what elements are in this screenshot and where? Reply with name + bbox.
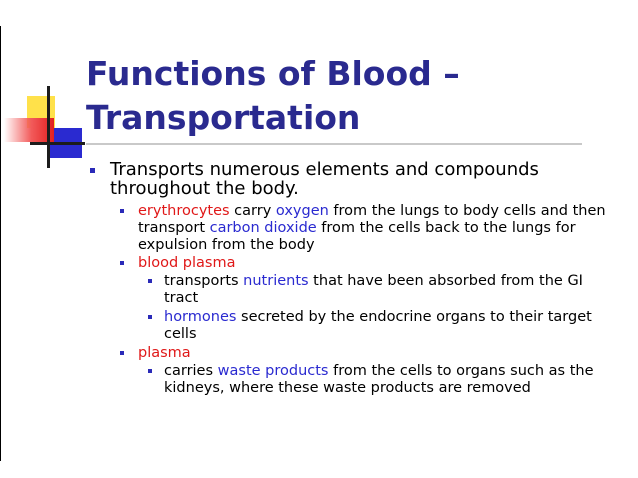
term-waste-products: waste products: [217, 363, 329, 379]
logo-horizontal-line: [30, 142, 85, 145]
slide-title: [86, 52, 460, 140]
bullet-plasma: [116, 345, 616, 362]
square-bullet-icon: [120, 351, 124, 355]
title-divider: [86, 143, 582, 145]
bullet-text: carry: [229, 203, 276, 219]
square-bullet-icon: [148, 369, 152, 373]
term-nutrients: nutrients: [243, 273, 309, 289]
bullet-waste-products: [144, 363, 616, 397]
bullet-blood-plasma: [116, 255, 616, 272]
slide-title-line-1: Functions of Blood –: [86, 54, 460, 93]
bullet-text: Transports numerous elements and compounds throughout the body.: [110, 159, 539, 199]
slide-body: [86, 160, 616, 399]
bullet-text: from the cells back to the lungs for expulsion from the body: [138, 220, 576, 253]
term-blood-plasma: blood plasma: [138, 255, 236, 271]
square-bullet-icon: [120, 209, 124, 213]
term-erythrocytes: erythrocytes: [138, 203, 230, 219]
term-carbon-dioxide: carbon dioxide: [209, 220, 317, 236]
bullet-text: from the cells to organs such as the kidneys, where these waste products are removed: [164, 363, 594, 396]
bullet-text: that have been absorbed from the GI tract: [164, 273, 583, 306]
square-bullet-icon: [120, 261, 124, 265]
term-hormones: hormones: [164, 309, 237, 325]
bullet-text: carries: [164, 363, 218, 379]
term-oxygen: oxygen: [275, 203, 329, 219]
slide-title-line-2: Transportation: [86, 98, 361, 137]
bullet-nutrients: [144, 273, 616, 307]
bullet-text: from the lungs to body cells and then transport: [138, 203, 606, 236]
bullet-text: transports: [164, 273, 244, 289]
bullet-text: secreted by the endocrine organs to their target cells: [164, 309, 592, 342]
square-bullet-icon: [148, 315, 152, 319]
bullet-erythrocytes: [116, 203, 616, 254]
bullet-hormones: [144, 309, 616, 343]
square-bullet-icon: [148, 279, 152, 283]
logo-vertical-line: [47, 86, 50, 168]
term-plasma: plasma: [138, 345, 191, 361]
square-bullet-icon: [90, 168, 95, 173]
bullet-transports: [86, 160, 616, 198]
